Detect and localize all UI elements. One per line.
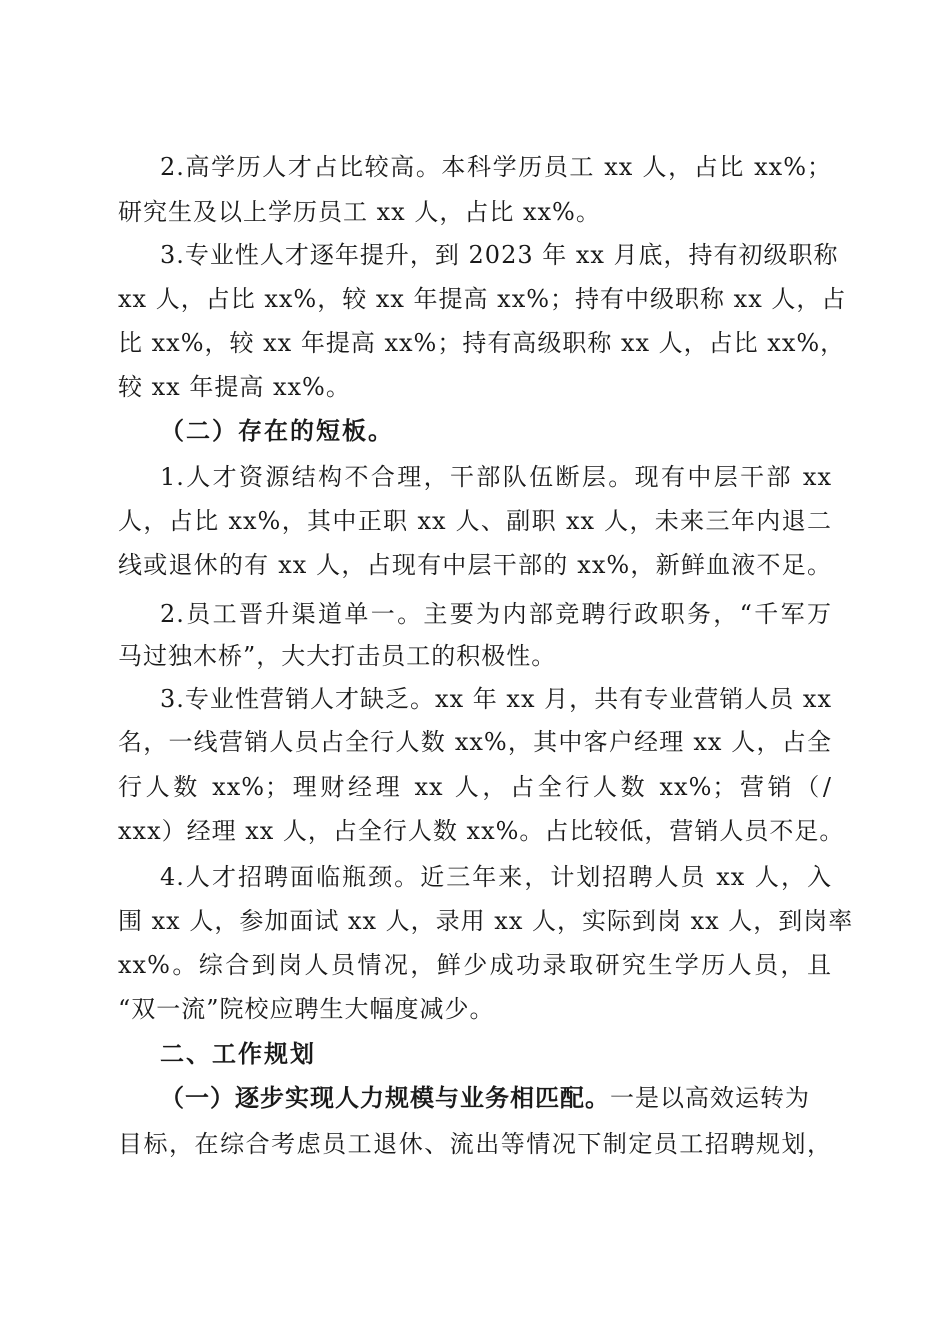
text-line: xx%。综合到岗人员情况，鲜少成功录取研究生学历人员，且 bbox=[118, 951, 832, 979]
text-line: 较 xx 年提高 xx%。 bbox=[118, 373, 351, 401]
text-line: 研究生及以上学历员工 xx 人，占比 xx%。 bbox=[118, 198, 601, 226]
text-line: 3.专业性营销人才缺乏。xx 年 xx 月，共有专业营销人员 xx bbox=[160, 685, 832, 713]
text-line: 1.人才资源结构不合理，干部队伍断层。现有中层干部 xx bbox=[160, 463, 832, 491]
text-line: xx 人，占比 xx%，较 xx 年提高 xx%；持有中级职称 xx 人，占 bbox=[118, 285, 847, 313]
text-line: xxx）经理 xx 人，占全行人数 xx%。占比较低，营销人员不足。 bbox=[118, 817, 845, 845]
text-line: 线或退休的有 xx 人，占现有中层干部的 xx%，新鲜血液不足。 bbox=[118, 551, 832, 579]
section-heading: （二）存在的短板。 bbox=[160, 417, 394, 445]
text-line: 比 xx%，较 xx 年提高 xx%；持有高级职称 xx 人，占比 xx%， bbox=[118, 329, 846, 357]
text-line: 2.员工晋升渠道单一。主要为内部竞聘行政职务，“千军万 bbox=[160, 600, 832, 628]
text-line: 4.人才招聘面临瓶颈。近三年来，计划招聘人员 xx 人，入 bbox=[160, 863, 832, 891]
text-line: “双一流”院校应聘生大幅度减少。 bbox=[118, 995, 495, 1023]
section-heading: 二、工作规划 bbox=[160, 1040, 316, 1068]
text-line: 目标，在综合考虑员工退休、流出等情况下制定员工招聘规划， bbox=[118, 1130, 832, 1158]
text-line: 2.高学历人才占比较高。本科学历员工 xx 人，占比 xx%； bbox=[160, 153, 832, 181]
subsection-heading: （一）逐步实现人力规模与业务相匹配。 bbox=[160, 1083, 610, 1112]
text-line: 马过独木桥”，大大打击员工的积极性。 bbox=[118, 642, 557, 670]
text-line: 3.专业性人才逐年提升，到 2023 年 xx 月底，持有初级职称 bbox=[160, 241, 839, 269]
text-run: 一是以高效运转为 bbox=[610, 1084, 810, 1112]
text-line: 行人数 xx%；理财经理 xx 人，占全行人数 xx%；营销（/ bbox=[118, 773, 832, 801]
text-line: 人，占比 xx%，其中正职 xx 人、副职 xx 人，未来三年内退二 bbox=[118, 507, 832, 535]
text-line bbox=[160, 1083, 832, 1113]
text-line: 围 xx 人，参加面试 xx 人，录用 xx 人，实际到岗 xx 人，到岗率 bbox=[118, 907, 854, 935]
text-line: 名，一线营销人员占全行人数 xx%，其中客户经理 xx 人，占全 bbox=[118, 728, 832, 756]
